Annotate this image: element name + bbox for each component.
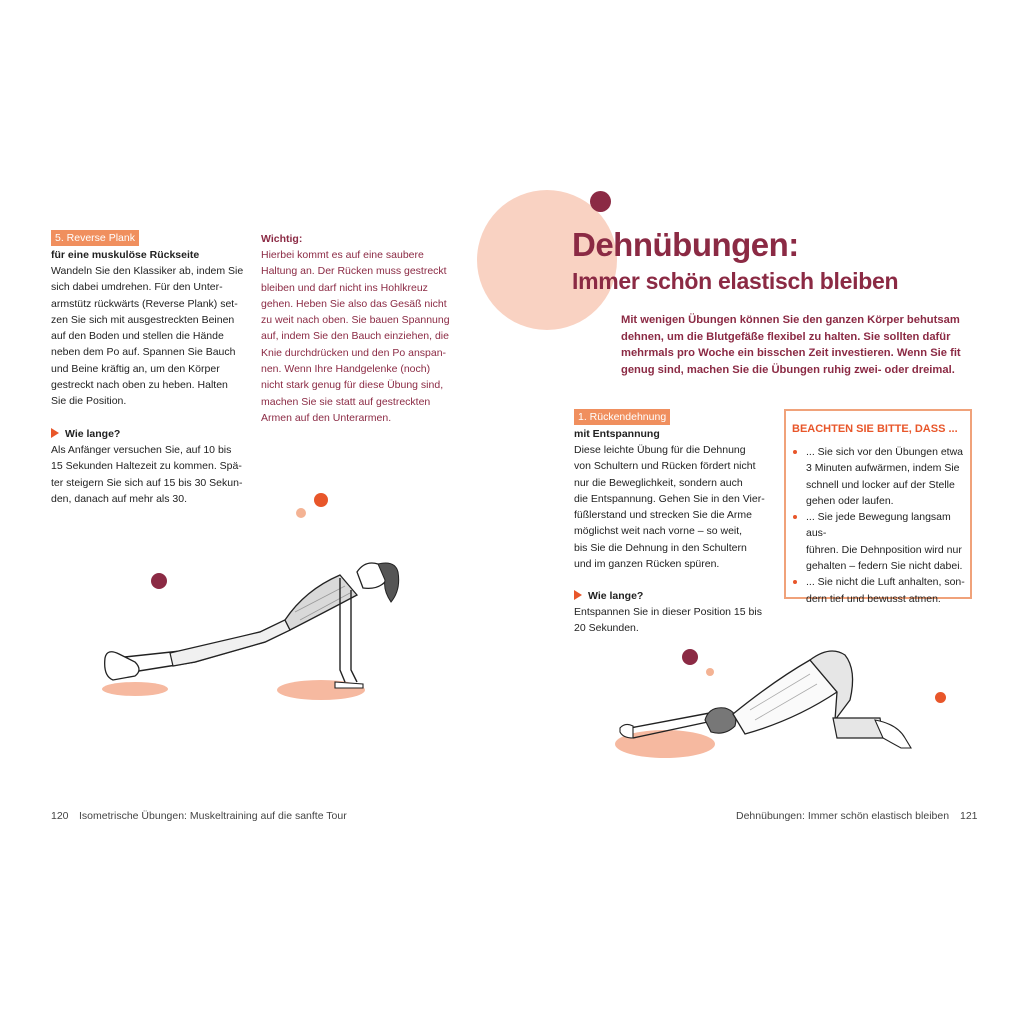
notice-item: ... Sie sich vor den Übungen etwa 3 Minuten aufwärmen, indem Sie schnell und locker auf der Stelle gehen oder laufen.	[792, 444, 968, 509]
page-title: Dehnübungen:	[572, 226, 799, 263]
notice-list	[792, 444, 968, 607]
notice-box	[784, 409, 972, 605]
exercise-tag-reverse-plank: 5. Reverse Plank	[51, 230, 139, 246]
decor-dot	[590, 191, 611, 212]
notice-item: ... Sie jede Bewegung langsam aus- führen. Die Dehnposition wird nur gehalten – federn Sie nicht dabei.	[792, 509, 968, 574]
notice-box-title: BEACHTEN SIE BITTE, DASS ...	[792, 423, 958, 435]
decor-dot	[296, 508, 306, 518]
bullet-icon	[793, 450, 797, 454]
how-long-text: Als Anfänger versuchen Sie, auf 10 bis 15 Sekunden Haltezeit zu kommen. Spä- ter steigern Sie sich auf 15 bis 30 Sekun- den, danach auf mehr als 30.	[51, 444, 243, 505]
bullet-icon	[793, 580, 797, 584]
exercise-text: Diese leichte Übung für die Dehnung von Schultern und Rücken fördert nicht nur die Beweglichkeit, sondern auch die Entspannung. Gehen Sie in den Vier- füßlerstand und strecken Sie die Arme möglichst weit nach vorne – so weit, bis Sie die Dehnung in den Schultern und im ganzen Rücken spüren.	[574, 444, 765, 571]
intro-text: Mit wenigen Übungen können Sie den ganzen Körper behutsam dehnen, um die Blutgefäße flexibel zu halten. Sie sollten dafür mehrmals pro Woche ein bisschen Zeit investieren. Wenn Sie fit genug sind, machen Sie die Übungen ruhig zwei- oder dreimal.	[621, 314, 961, 376]
notice-item: ... Sie nicht die Luft anhalten, son- dern tief und bewusst atmen.	[792, 574, 968, 607]
page-number-left: 120	[51, 810, 69, 822]
exercise-tag-back-stretch: 1. Rückendehnung	[574, 409, 670, 425]
arrow-right-icon	[51, 428, 59, 438]
exercise-subtitle: für eine muskulöse Rückseite	[51, 249, 200, 261]
arrow-right-icon	[574, 590, 582, 600]
page-number-right: 121	[960, 810, 978, 822]
exercise-subtitle: mit Entspannung	[574, 428, 660, 440]
running-head-right: Dehnübungen: Immer schön elastisch bleiben	[736, 810, 950, 822]
reverse-plank-illustration	[95, 550, 415, 710]
page-subtitle: Immer schön elastisch bleiben	[572, 268, 899, 294]
how-long-heading: Wie lange?	[574, 588, 643, 604]
important-heading: Wichtig:	[261, 233, 303, 245]
decor-dot	[935, 692, 946, 703]
exercise-text: Wandeln Sie den Klassiker ab, indem Sie sich dabei umdrehen. Für den Unter- armstütz rückwärts (Reverse Plank) set- zen Sie sich mit ausgestreckten Beinen auf den Boden und stellen die Hände neben dem Po auf. Spannen Sie Bauch und Beine kräftig an, um den Körper gestreckt nach oben zu heben. Halten Sie die Position.	[51, 265, 244, 408]
decor-dot	[314, 493, 328, 507]
running-head-left: Isometrische Übungen: Muskeltraining auf die sanfte Tour	[79, 810, 347, 822]
how-long-heading: Wie lange?	[51, 426, 120, 442]
bullet-icon	[793, 515, 797, 519]
how-long-text: Entspannen Sie in dieser Position 15 bis 20 Sekunden.	[574, 606, 762, 635]
back-stretch-illustration	[605, 640, 925, 770]
important-text: Hierbei kommt es auf eine saubere Haltung an. Der Rücken muss gestreckt bleiben und darf nicht ins Hohlkreuz gehen. Heben Sie also das Gesäß nicht zu weit nach oben. Sie bauen Spannung auf, indem Sie den Bauch einziehen, die Knie durchdrücken und den Po anspan- nen. Wenn Ihre Handgelenke (noch) nicht stark genug für diese Übung sind, machen Sie sie statt auf gestreckten Armen auf den Unterarmen.	[261, 249, 450, 424]
